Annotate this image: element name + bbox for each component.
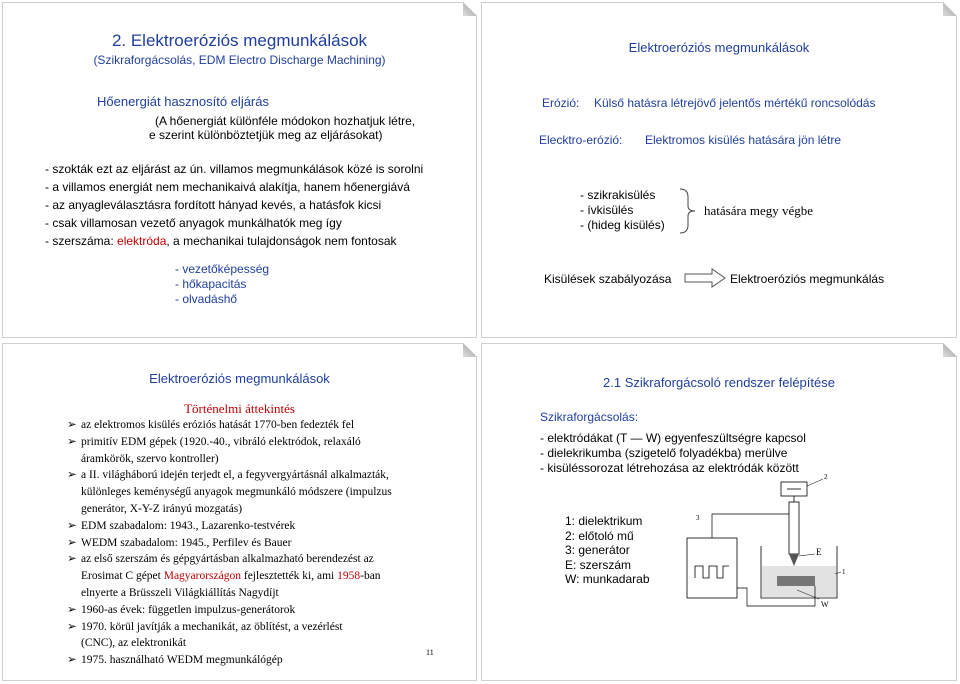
highlight-year: 1958: [337, 570, 361, 583]
bullet-list: [540, 431, 806, 476]
history-item: ➢ 1975. használható WEDM megmunkálógép: [67, 654, 283, 667]
history-item: ➢ EDM szabadalom: 1943., Lazarenko-testvérek: [67, 519, 296, 532]
highlight-hungary: Magyarországon: [163, 570, 241, 583]
bullet-item: - kisüléssorozat létrehozása az elektródák között: [540, 461, 799, 475]
flow-right: Elektroeróziós megmunkálás: [730, 272, 885, 286]
label-W: W: [821, 600, 829, 609]
history-item-cont: áramkörök, szervo kontroller): [81, 452, 219, 465]
brace-icon: [678, 188, 698, 234]
highlight-electrode: elektróda: [117, 234, 167, 248]
bullet-item: - elektródákat (T — W) egyenfeszültségre kapcsol: [540, 431, 806, 445]
history-item: ➢ a II. világháború idején terjedt el, a fegyvergyártásnál alkalmazták,: [67, 469, 389, 482]
note-line-1: (A hőenergiát különféle módokon hozhatjuk létre,: [155, 114, 416, 128]
legend-item: 1: dielektrikum: [565, 514, 643, 528]
property-item: - hőkapacitás: [175, 277, 247, 291]
discharge-item: - ívkisülés: [580, 203, 634, 217]
discharge-item: - szikrakisülés: [580, 188, 656, 202]
history-item: ➢ az elektromos kisülés eróziós hatását 1770-ben fedezték fel: [67, 419, 355, 431]
note-line-2: e szerint különböztetjük meg az eljárásokat): [149, 128, 383, 142]
discharge-list: [580, 188, 665, 233]
slide-title: Elektroeróziós megmunkálások: [149, 371, 330, 386]
history-item-cont: különleges keménységű anyagok megmunkáló módszere (impulzus: [81, 486, 392, 499]
bullet-list: [45, 160, 423, 250]
label-1: 1: [842, 568, 846, 576]
legend-item: 2: előtoló mű: [565, 528, 634, 543]
history-item: ➢ primitív EDM gépek (1920.-40., vibráló elektródok, relaxáló: [67, 435, 361, 448]
slide-title: Elektroeróziós megmunkálások: [628, 40, 810, 55]
electro-erozio-text: Elektromos kisülés hatására jön létre: [645, 133, 842, 147]
page-fold: [943, 343, 957, 357]
section-heading: Hőenergiát hasznosító eljárás: [97, 94, 269, 109]
slide-title: 2. Elektroeróziós megmunkálások: [111, 31, 368, 50]
history-item: ➢ 1960-as évek: független impulzus-generátorok: [67, 603, 296, 616]
history-list: [67, 417, 392, 669]
bullet-item: - az anyagleválasztásra fordított hányad kevés, a hatásfok kicsi: [45, 198, 382, 212]
history-item-cont: generátor, X-Y-Z irányú mozgatás): [81, 502, 243, 515]
page-fold: [943, 2, 957, 16]
label-2: 2: [824, 474, 828, 481]
bullet-item: - csak villamosan vezető anyagok munkálhatók meg így: [45, 216, 342, 230]
slide-title: 2.1 Szikraforgácsoló rendszer felépítése: [603, 375, 835, 390]
slide-3: [2, 343, 477, 681]
flow-left: Kisülések szabályozása: [544, 272, 672, 286]
slide-2: [481, 2, 957, 338]
page-fold: [463, 343, 477, 357]
history-item-cont: (CNC), az elektronikát: [81, 637, 187, 650]
history-item-cont: elnyerte a Brüsszeli Világkiállítás Nagydíjt: [81, 586, 279, 599]
page-fold: [463, 2, 477, 16]
label-E: E: [816, 547, 822, 557]
page-number: 11: [426, 648, 434, 657]
history-item: ➢ 1970. körül javítják a mechanikát, az öblítést, a vezérlést: [67, 620, 343, 633]
property-item: - olvadáshő: [175, 292, 238, 306]
section-label: Szikraforgácsolás:: [540, 410, 639, 424]
slide-subtitle: Történelmi áttekintés: [184, 401, 295, 416]
legend-item: W: munkadarab: [565, 572, 650, 586]
edm-system-diagram: [677, 474, 857, 614]
bullet-item: - a villamos energiát nem mechanikaivá alakítja, hanem hőenergiává: [45, 180, 410, 194]
electro-erozio-label: Elecktro-erózió:: [539, 133, 623, 147]
label-3: 3: [696, 514, 700, 522]
legend-item: 3: generátor: [565, 543, 630, 557]
history-item: ➢ az első szerszám és gépgyártásban alkalmazható berendezést az: [67, 553, 374, 566]
legend-item: E: szerszám: [565, 557, 632, 572]
arrow-right-icon: [684, 268, 726, 288]
erozio-label: Erózió:: [542, 96, 580, 110]
erozio-text: Külső hatásra létrejövő jelentős mértékű roncsolódás: [594, 96, 876, 110]
brace-text: hatására megy végbe: [704, 203, 814, 218]
bullet-item: - szokták ezt az eljárást az ún. villamos megmunkálások közé is sorolni: [45, 162, 424, 176]
bullet-item: - dielekrikumba (szigetelő folyadékba) merülve: [540, 446, 788, 460]
discharge-item: - (hideg kisülés): [580, 218, 665, 232]
property-list: [175, 262, 269, 307]
legend: [565, 514, 650, 587]
history-item: ➢ WEDM szabadalom: 1945., Perfilev és Bauer: [67, 536, 292, 549]
property-item: - vezetőképesség: [175, 262, 270, 276]
bullet-item: - szerszáma: elektróda, a mechanikai tulajdonságok nem fontosak: [45, 234, 397, 248]
slide-subtitle: (Szikraforgácsolás, EDM Electro Discharge Machining): [93, 53, 386, 67]
slide-4: [481, 343, 957, 681]
slide-1: [2, 2, 477, 338]
history-item-cont: Erosimat C gépet Magyarországon fejlesztették ki, ami 1958-ban: [81, 570, 381, 583]
